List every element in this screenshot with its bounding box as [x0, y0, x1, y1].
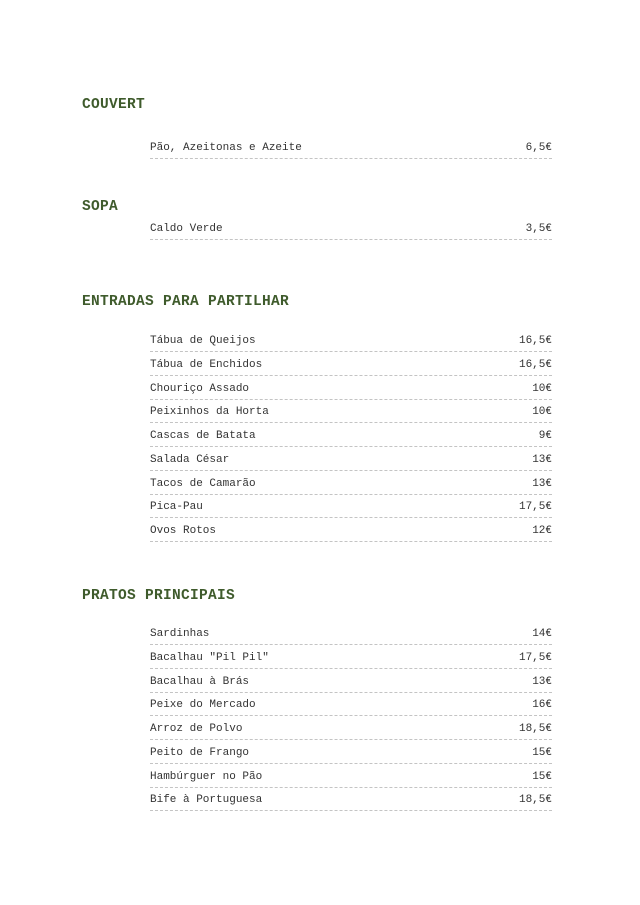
item-price: 14€	[532, 628, 552, 640]
menu-item	[150, 747, 552, 764]
section-heading: COUVERT	[82, 97, 146, 113]
item-name: Pão, Azeitonas e Azeite	[150, 142, 302, 154]
item-price: 12€	[532, 525, 552, 537]
menu-item	[150, 478, 552, 495]
menu-item	[150, 454, 552, 471]
item-name: Caldo Verde	[150, 223, 223, 235]
item-name: Bacalhau "Pil Pil"	[150, 651, 269, 664]
menu-item	[150, 723, 552, 740]
section-items	[150, 142, 552, 166]
menu-item	[150, 142, 552, 159]
item-price: 13€	[532, 477, 552, 490]
item-price: 9€	[538, 430, 552, 442]
item-price: 16€	[532, 699, 552, 712]
section-heading: PRATOS PRINCIPAIS	[82, 588, 236, 604]
item-price: 13€	[532, 675, 552, 688]
item-name: Bife à Portuguesa	[150, 794, 263, 807]
item-price: 13€	[532, 453, 552, 466]
section-heading: ENTRADAS PARA PARTILHAR	[82, 294, 290, 310]
menu-item	[150, 335, 552, 352]
item-name: Salada César	[150, 453, 230, 466]
item-name: Tábua de Queijos	[150, 335, 256, 347]
item-price: 18,5€	[518, 723, 552, 735]
item-name: Peixinhos da Horta	[150, 406, 269, 419]
item-price: 16,5€	[518, 358, 552, 371]
menu-item	[150, 383, 552, 400]
menu-item	[150, 628, 552, 645]
item-name: Peito de Frango	[150, 746, 250, 759]
item-price: 10€	[532, 406, 552, 419]
item-name: Sardinhas	[150, 628, 210, 640]
menu-item	[150, 223, 552, 240]
menu-item	[150, 794, 552, 811]
item-name: Tábua de Enchidos	[150, 358, 263, 371]
item-price: 15€	[532, 746, 552, 759]
item-name: Pica-Pau	[150, 501, 203, 514]
item-name: Ovos Rotos	[150, 525, 217, 537]
menu-item	[150, 771, 552, 788]
section-items	[150, 628, 552, 818]
menu-item	[150, 525, 552, 542]
item-name: Tacos de Camarão	[150, 477, 256, 490]
item-name: Arroz de Polvo	[150, 723, 243, 735]
item-price: 10€	[532, 382, 552, 395]
item-price: 3,5€	[525, 223, 552, 235]
item-name: Cascas de Batata	[150, 430, 256, 442]
section-heading: SOPA	[82, 199, 119, 215]
item-name: Chouriço Assado	[150, 382, 250, 395]
menu-item	[150, 501, 552, 518]
menu-item	[150, 699, 552, 716]
menu-item	[150, 652, 552, 669]
item-name: Hambúrguer no Pão	[150, 770, 263, 783]
item-name: Bacalhau à Brás	[150, 675, 250, 688]
item-price: 17,5€	[518, 651, 552, 664]
menu-item	[150, 359, 552, 376]
item-name: Peixe do Mercado	[150, 699, 256, 712]
section-items	[150, 223, 552, 247]
item-price: 15€	[532, 770, 552, 783]
section-items	[150, 335, 552, 549]
menu-item	[150, 430, 552, 447]
menu-item	[150, 676, 552, 693]
item-price: 16,5€	[518, 335, 552, 347]
menu-item	[150, 406, 552, 423]
item-price: 18,5€	[518, 794, 552, 807]
item-price: 6,5€	[525, 142, 552, 154]
item-price: 17,5€	[518, 501, 552, 514]
